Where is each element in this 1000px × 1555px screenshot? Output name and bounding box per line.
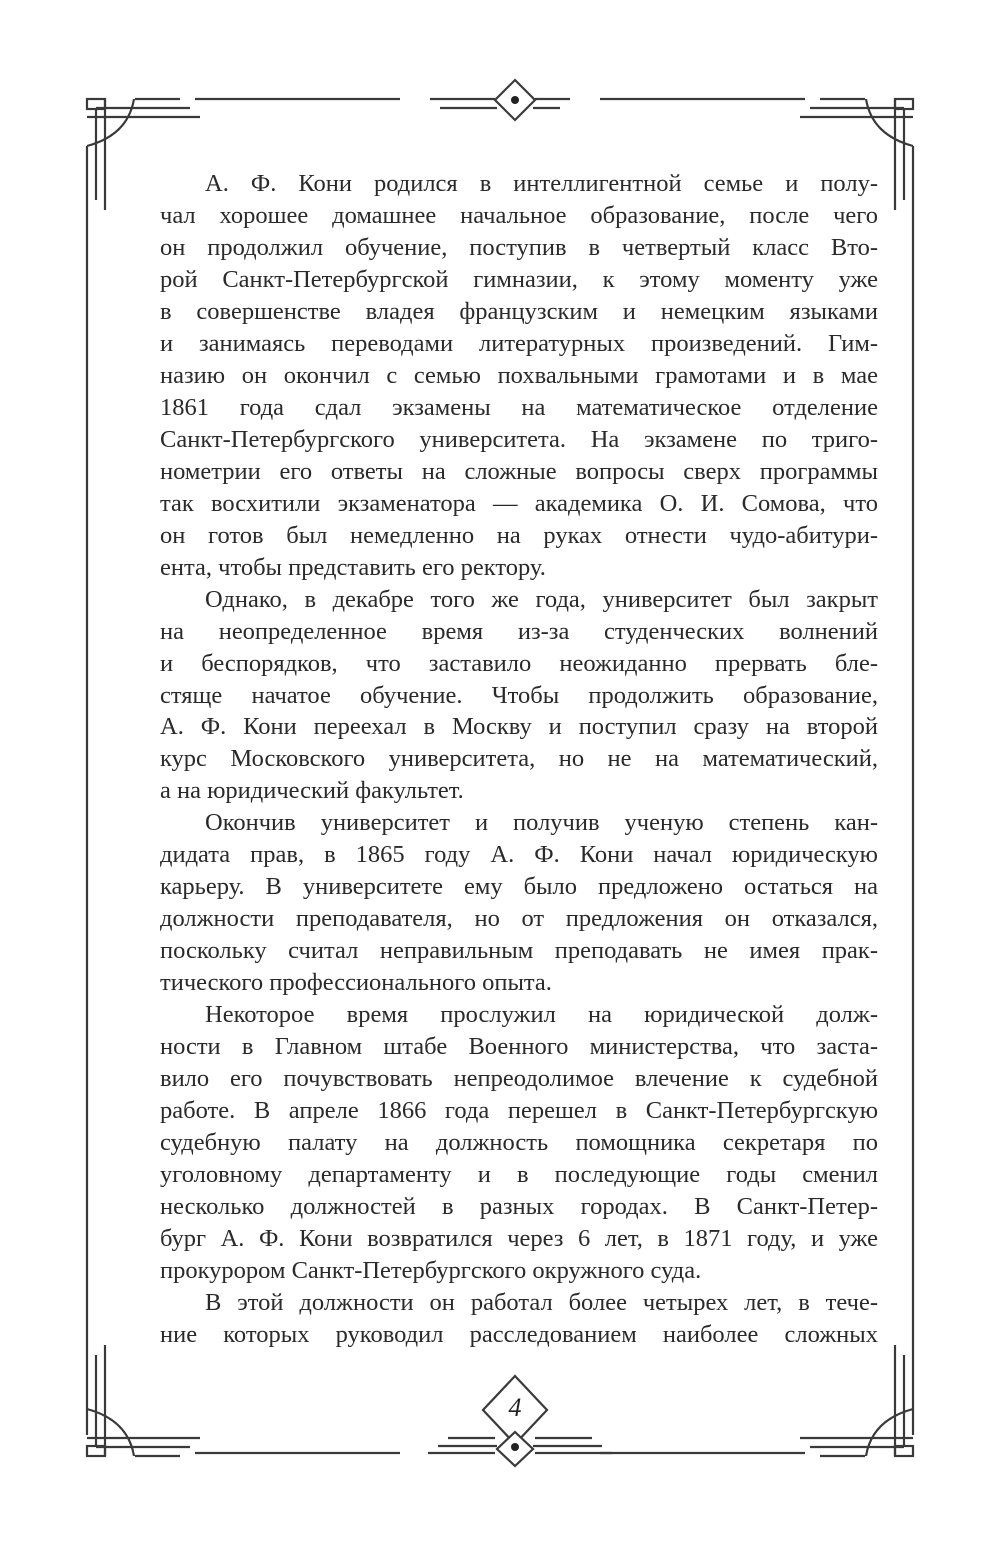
text-line: поскольку считал неправильным преподавать не имея прак-	[160, 937, 878, 965]
page-number: 4	[508, 1393, 522, 1422]
text-line: и беспорядков, что заставило неожиданно прервать бле-	[160, 649, 878, 677]
text-line: 1861 года сдал экзамены на математическое отделение	[160, 393, 878, 421]
text-line: нометрии его ответы на сложные вопросы сверх программы	[160, 457, 878, 485]
top-rule	[195, 80, 805, 120]
text-line: Однако, в декабре того же года, университет был закрыт	[205, 585, 878, 613]
text-line: ние которых руководил расследованием наиболее сложных	[160, 1320, 878, 1348]
text-line: Окончив университет и получив ученую степень кан-	[205, 809, 878, 837]
text-line: он продолжил обучение, поступив в четвертый класс Вто-	[160, 233, 878, 261]
text-line: В этой должности он работал более четырех лет, в тече-	[205, 1288, 878, 1316]
paragraph	[160, 999, 878, 1287]
text-line: рой Санкт-Петербургской гимназии, к этому моменту уже	[160, 265, 878, 293]
text-line: несколько должностей в разных городах. В Санкт-Петер-	[160, 1193, 878, 1220]
text-line: так восхитили экзаменатора — академика О. И. Сомова, что	[160, 489, 878, 517]
corner-ornament-bottom-left	[87, 1345, 200, 1456]
paragraph	[160, 807, 878, 999]
text-line: бург А. Ф. Кони возвратился через 6 лет, в 1871 году, и уже	[160, 1224, 878, 1252]
text-line: прокурором Санкт-Петербургского окружного суда.	[160, 1256, 702, 1284]
paragraph	[160, 1287, 878, 1351]
text-line: а на юридический факультет.	[160, 777, 464, 805]
text-line: карьеру. В университете ему было предложено остаться на	[160, 873, 878, 901]
text-line: в совершенстве владея французским и немецким языками	[160, 297, 878, 325]
text-line: ента, чтобы представить его ректору.	[160, 553, 546, 581]
text-line: он готов был немедленно на руках отнести чудо-абитури-	[160, 521, 878, 549]
text-line: стяще начатое обучение. Чтобы продолжить образование,	[160, 681, 878, 709]
text-line: А. Ф. Кони переехал в Москву и поступил сразу на второй	[160, 713, 878, 741]
text-line: тического профессионального опыта.	[160, 969, 552, 997]
text-line: Некоторое время прослужил на юридической долж-	[205, 1001, 878, 1029]
text-line: на неопределенное время из-за студенческих волнений	[160, 617, 878, 645]
text-line: вило его почувствовать непреодолимое влечение к судебной	[160, 1065, 878, 1093]
text-line: и занимаясь переводами литературных произведений. Гим-	[160, 329, 878, 357]
text-line: дидата прав, в 1865 году А. Ф. Кони начал юридическую	[160, 841, 878, 869]
text-line: судебную палату на должность помощника секретаря по	[160, 1129, 878, 1157]
text-line: ности в Главном штабе Военного министерства, что заста-	[160, 1033, 878, 1061]
text-line: чал хорошее домашнее начальное образование, после чего	[160, 201, 878, 229]
body-text	[160, 168, 878, 1351]
text-line: курс Московского университета, но не на математический,	[160, 745, 878, 773]
corner-ornament-bottom-right	[800, 1345, 913, 1456]
text-line: уголовному департаменту и в последующие годы сменил	[160, 1161, 878, 1189]
text-line: назию он окончил с семью похвальными грамотами и в мае	[160, 361, 878, 389]
text-line: работе. В апреле 1866 года перешел в Санкт-Петербургскую	[160, 1097, 878, 1125]
paragraph	[160, 168, 878, 584]
paragraph	[160, 584, 878, 808]
text-line: А. Ф. Кони родился в интеллигентной семье и полу-	[205, 170, 878, 197]
text-line: должности преподавателя, но от предложения он отказался,	[160, 905, 878, 933]
text-line: Санкт-Петербургского университета. На экзамене по триго-	[160, 425, 878, 453]
